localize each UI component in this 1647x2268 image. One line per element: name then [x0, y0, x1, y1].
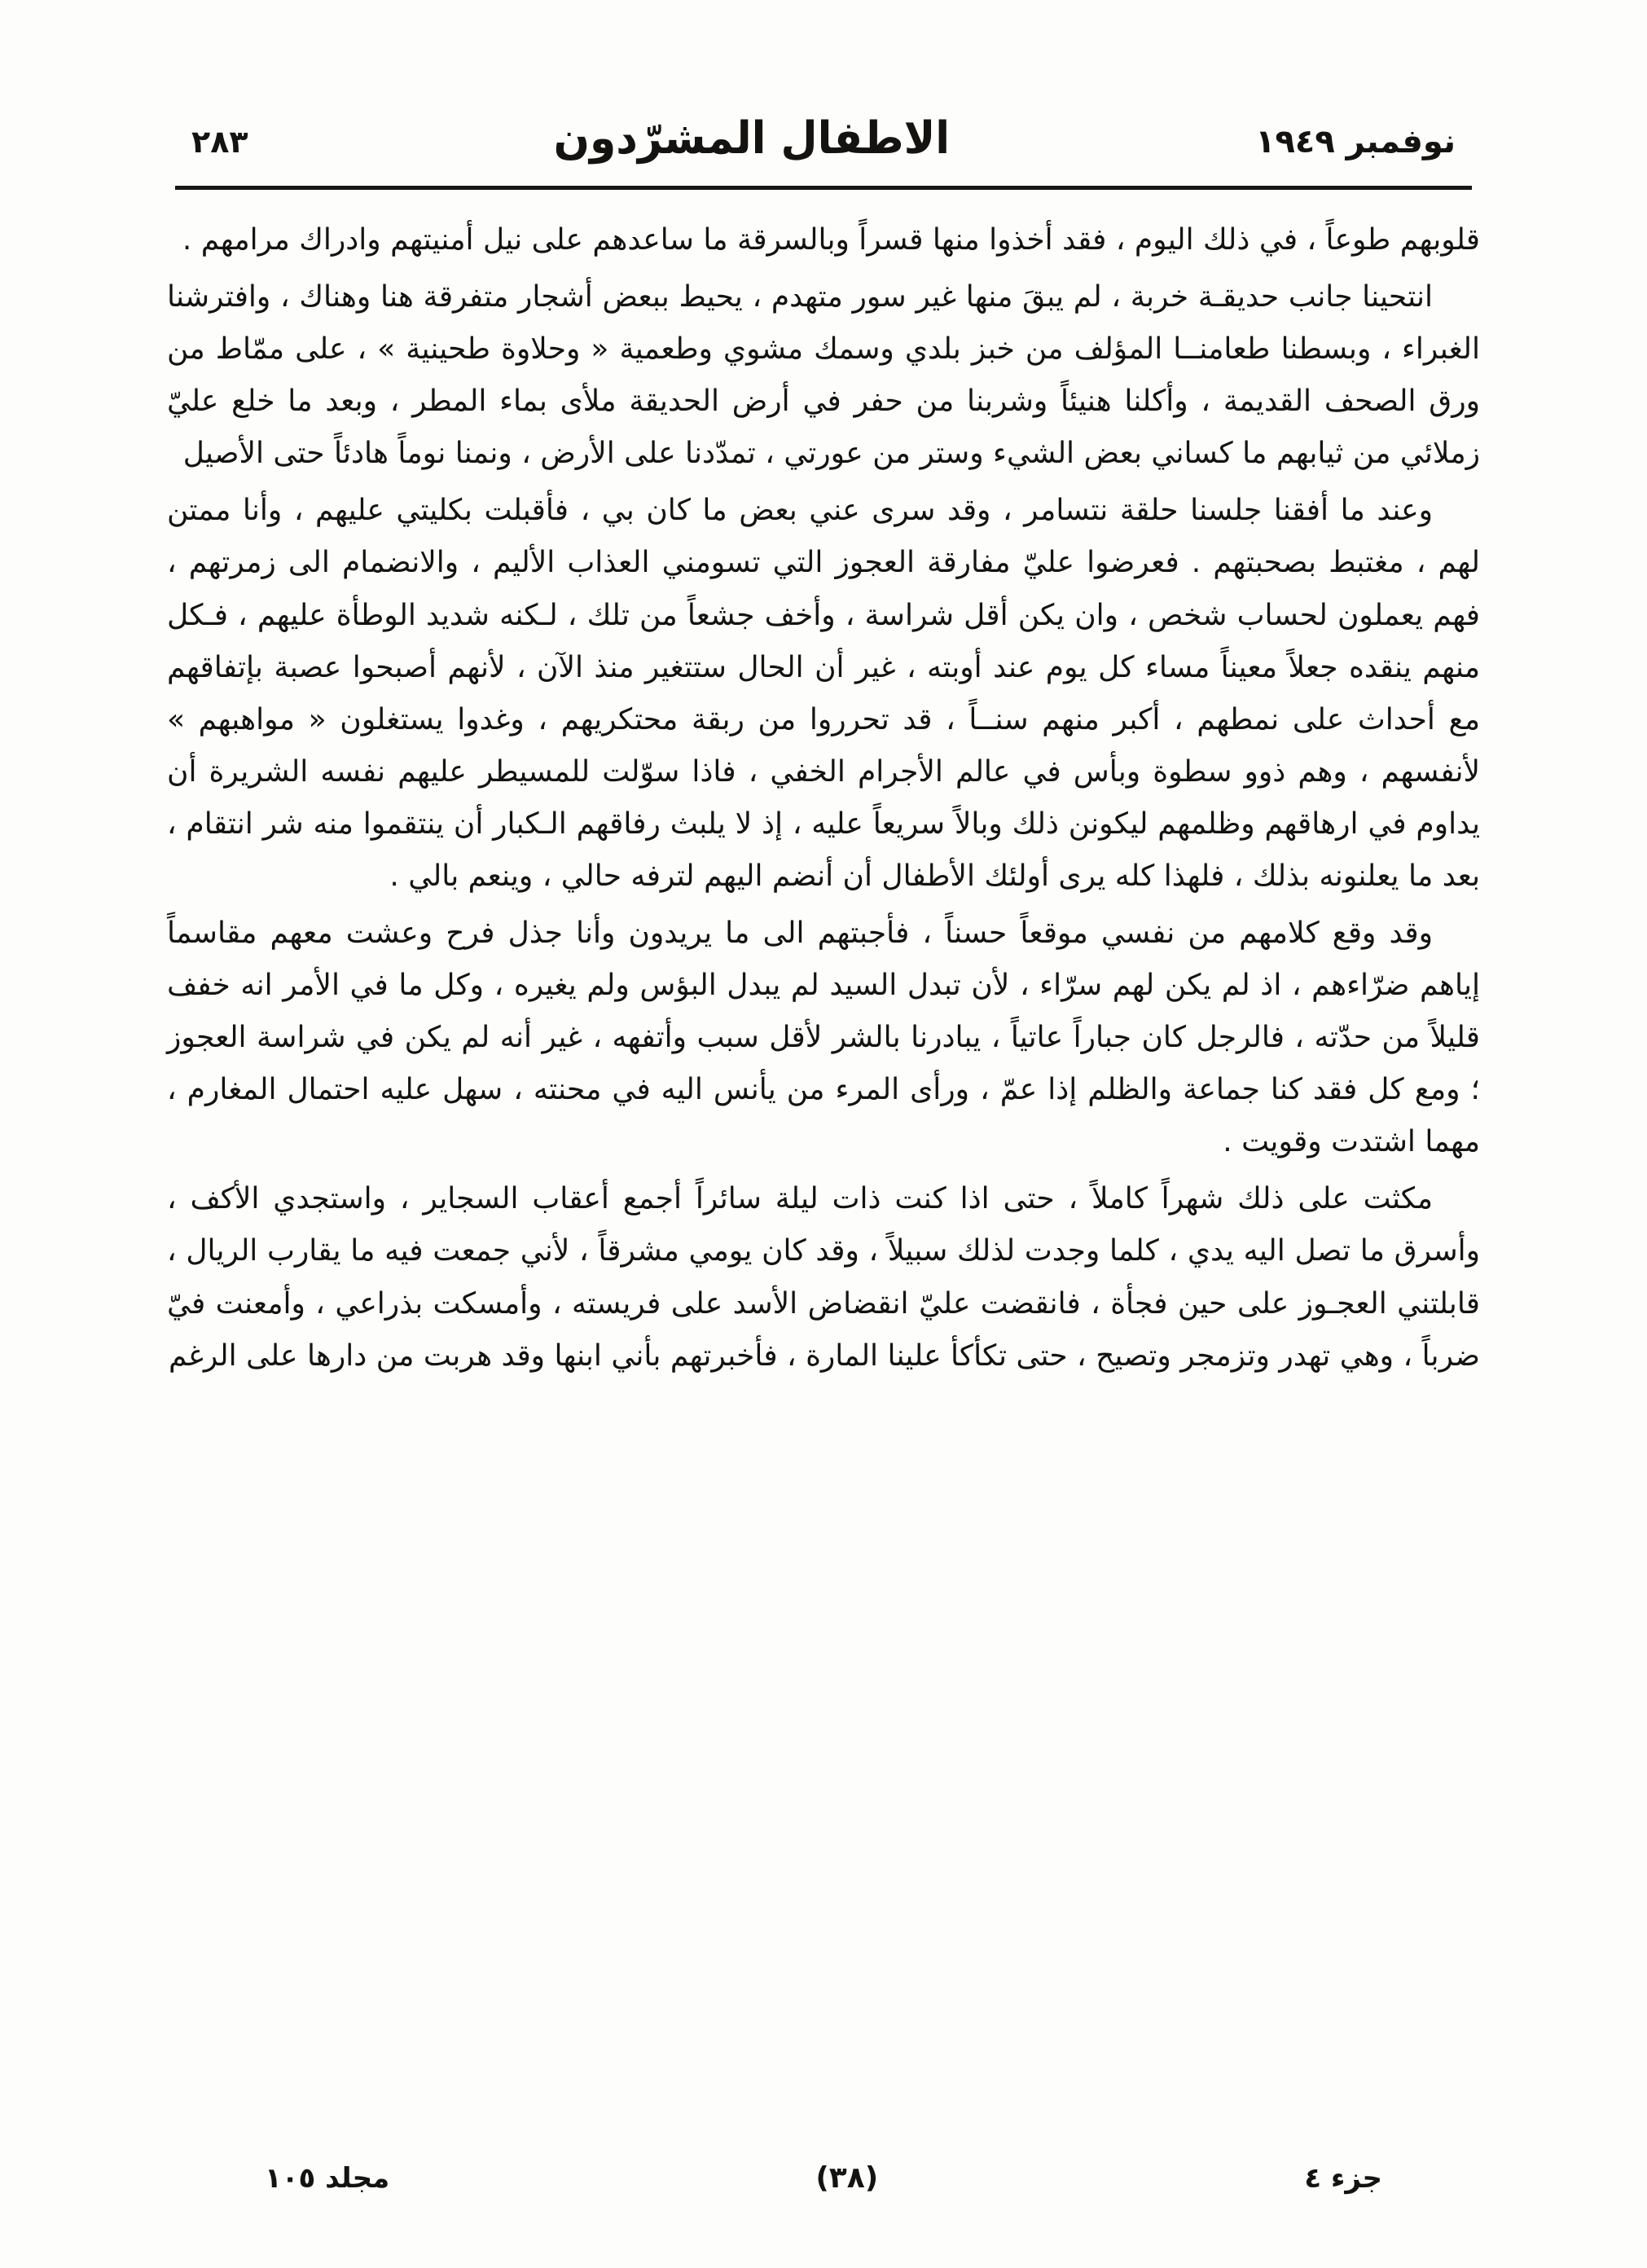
paragraph: وقد وقع كلامهم من نفسي موقعاً حسناً ، فأجبتهم الى ما يريدون وأنا جذل فرح وعشت معهم مقاسماً إياهم ضرّاءهم ، اذ لم يكن لهم سرّاء ، لأن تبدل السيد لم يبدل البؤس ولم يغيره ، وكل ما في الأمر انه خفف قليلاً من حدّته ، فالرجل كان جباراً عاتياً ، يبادرنا بالشر لأقل سبب وأتفهه ، غير أنه لم يكن في شراسة العجوز ؛ ومع كل فقد كنا جماعة والظلم إذا عمّ ، ورأى المرء من يأنس اليه في محنته ، سهل عليه احتمال المغارم ، مهما اشتدت وقويت .: [167, 916, 1480, 1159]
paragraph: انتحينا جانب حديقـة خربة ، لم يبقَ منها غير سور متهدم ، يحيط ببعض أشجار متفرقة هنا وهناك ، وافترشنا الغبراء ، وبسطنا طعامنــا المؤلف من خبز بلدي وسمك مشوي وطعمية « وحلاوة طحينية » ، على ممّاط من ورق الصحف القديمة ، وأكلنا هنيئاً وشربنا من حفر في أرض الحديقة ملأى بماء المطر ، وبعد ما خلع عليّ زملائي من ثيابهم ما كساني بعض الشيء وستر من عورتي ، تمدّدنا على الأرض ، ونمنا نوماً هادئاً حتى الأصيل: [167, 280, 1480, 471]
paragraph: مكثت على ذلك شهراً كاملاً ، حتى اذا كنت ذات ليلة سائراً أجمع أعقاب السجاير ، واستجدي الأكف ، وأسرق ما تصل اليه يدي ، كلما وجدت لذلك سبيلاً ، وقد كان يومي مشرقاً ، لأني جمعت فيه ما يقارب الريال ، قابلتني العجـوز على حين فجأة ، فانقضت عليّ انقضاض الأسد على فريسته ، وأمسكت بذراعي ، وأمعنت فيّ ضرباً ، وهي تهدر وتزمجر وتصيح ، حتى تكأكأ علينا المارة ، فأخبرتهم بأني ابنها وقد هربت من دارها على الرغم: [167, 1182, 1480, 1373]
issue-date: نوفمبر ١٩٤٩: [1255, 123, 1456, 160]
header-rule: [175, 186, 1472, 190]
volume-number: مجلد ١٠٥: [265, 2162, 390, 2195]
paragraph: وعند ما أفقنا جلسنا حلقة نتسامر ، وقد سرى عني بعض ما كان بي ، فأقبلت بكليتي عليهم ، وأنا ممتن لهم ، مغتبط بصحبتهم . فعرضوا عليّ مفارقة العجوز التي تسومني العذاب الأليم ، والانضمام الى زمرتهم ، فهم يعملون لحساب شخص ، وان يكن أقل شراسة ، وأخف جشعاً من تلك ، لـكنه شديد الوطأة عليهم ، فـكل منهم ينقده جعلاً معيناً مساء كل يوم عند أوبته ، غير أن الحال ستتغير منذ الآن ، لأنهم أصبحوا عصبة بإتفاقهم مع أحداث على نمطهم ، أكبر منهم سنــاً ، قد تحرروا من ربقة محتكريهم ، وغدوا يستغلون « مواهبهم » لأنفسهم ، وهم ذوو سطوة وبأس في عالم الأجرام الخفي ، فاذا سوّلت للمسيطر عليهم نفسه الشريرة أن يداوم في ارهاقهم وظلمهم ليكونن ذلك وبالاً سريعاً عليه ، إذ لا يلبث رفاقهم الـكبار أن ينتقموا منه شر انتقام ، بعد ما يعلنونه بذلك ، فلهذا كله يرى أولئك الأطفال أن أنضم اليهم لترفه حالي ، وينعم بالي .: [167, 494, 1480, 893]
part-number: جزء ٤: [1304, 2162, 1382, 2195]
page-footer: [167, 2161, 1480, 2195]
page-number: ٢٨٣: [191, 124, 248, 160]
sheet-number: (٣٨): [815, 2161, 879, 2195]
page-header: [167, 114, 1480, 163]
paragraph-continuation: قلوبهم طوعاً ، في ذلك اليوم ، فقد أخذوا منها قسراً وبالسرقة ما ساعدهم على نيل أمنيتهم وادراك مرامهم .: [182, 223, 1480, 257]
page-title: الاطفال المشرّدون: [553, 112, 951, 165]
page-body: [167, 214, 1480, 2137]
